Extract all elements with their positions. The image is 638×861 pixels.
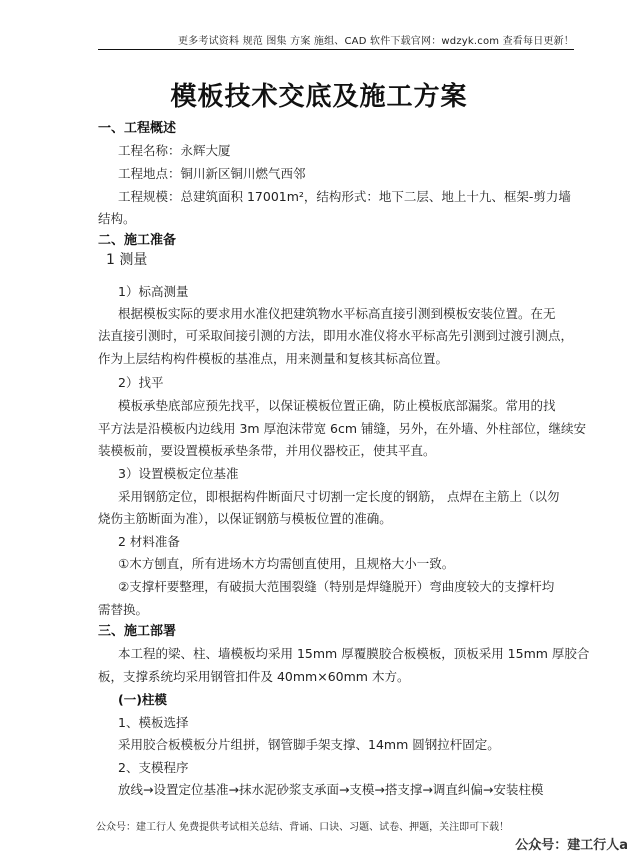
project-scale-cont: 结构。 bbox=[98, 211, 136, 226]
paragraph-line: 法直接引测时，可采取间接引测的方法，即用水准仪将水平标高先引测到过渡引测点， bbox=[98, 328, 574, 343]
material-item-1: ①木方刨直，所有进场木方均需刨直使用，且规格大小一致。 bbox=[118, 556, 455, 571]
material-item-2-cont: 需替换。 bbox=[98, 602, 149, 617]
item-formwork-selection: 1、模板选择 bbox=[118, 715, 189, 730]
section-heading-deployment: 三、施工部署 bbox=[98, 624, 177, 639]
item-formwork-procedure: 2、支模程序 bbox=[118, 760, 189, 775]
section-heading-preparation: 二、施工准备 bbox=[98, 233, 177, 248]
paragraph-line: 板，支撑系统均采用钢管扣件及 40mm×60mm 木方。 bbox=[98, 669, 410, 684]
project-location: 工程地点：铜川新区铜川燃气西邻 bbox=[118, 166, 306, 181]
page-header bbox=[98, 30, 574, 50]
paragraph-line: 采用胶合板模板分片组拼，钢管脚手架支撑、14mm 圆钢拉杆固定。 bbox=[118, 737, 500, 752]
section-heading-overview: 一、工程概述 bbox=[98, 121, 177, 136]
paragraph-line: 装模板前，要设置模板承垫条带，并用仪器校正，使其平直。 bbox=[98, 443, 436, 458]
subheading-column-formwork: (一)柱模 bbox=[118, 692, 167, 707]
header-text: 更多考试资料 规范 图集 方案 施组、CAD 软件下载官网：wdzyk.com 查看每日更新！ bbox=[177, 36, 574, 47]
paragraph-line: 平方法是沿模板内边线用 3m 厚泡沫带宽 6cm 铺缝，另外，在外墙、外柱部位，继续安 bbox=[98, 421, 587, 436]
subheading-materials: 2 材料准备 bbox=[118, 534, 180, 549]
paragraph-line: 烧伤主筋断面为准），以保证钢筋与模板位置的准确。 bbox=[98, 511, 392, 526]
project-name: 工程名称：永辉大厦 bbox=[118, 143, 231, 158]
item-positioning: 3）设置模板定位基准 bbox=[118, 466, 239, 481]
document-title: 模板技术交底及施工方案 bbox=[170, 82, 468, 112]
page-footer: 公众号：建工行人 免费提供考试相关总结、背诵、口诀、习题、试卷、押题，关注即可下载！ bbox=[96, 822, 510, 833]
paragraph-line: 根据模板实际的要求用水准仪把建筑物水平标高直接引测到模板安装位置。在无 bbox=[118, 306, 556, 321]
paragraph-line: 放线→设置定位基准→抹水泥砂浆支承面→支模→搭支撑→调直纠偏→安装柱模 bbox=[118, 782, 544, 797]
paragraph-line: 模板承垫底部应预先找平，以保证模板位置正确，防止模板底部漏浆。常用的找 bbox=[118, 398, 556, 413]
project-scale: 工程规模：总建筑面积 17001m²，结构形式：地下二层、地上十九、框架-剪力墙 bbox=[118, 189, 571, 204]
subheading-survey: 1 测量 bbox=[106, 252, 148, 268]
material-item-2: ②支撑杆要整理，有破损大范围裂缝（特别是焊缝脱开）弯曲度较大的支撑杆均 bbox=[118, 579, 555, 594]
paragraph-line: 本工程的梁、柱、墙模板均采用 15mm 厚覆膜胶合板模板，顶板采用 15mm 厚胶合 bbox=[118, 646, 590, 661]
item-leveling: 2）找平 bbox=[118, 375, 164, 390]
paragraph-line: 采用钢筋定位，即根据构件断面尺寸切割一定长度的钢筋， 点焊在主筋上（以勿 bbox=[118, 489, 560, 504]
watermark: 公众号：建工行人a bbox=[515, 838, 628, 853]
item-elevation: 1）标高测量 bbox=[118, 284, 189, 299]
paragraph-line: 作为上层结构构件模板的基准点，用来测量和复核其标高位置。 bbox=[98, 351, 449, 366]
